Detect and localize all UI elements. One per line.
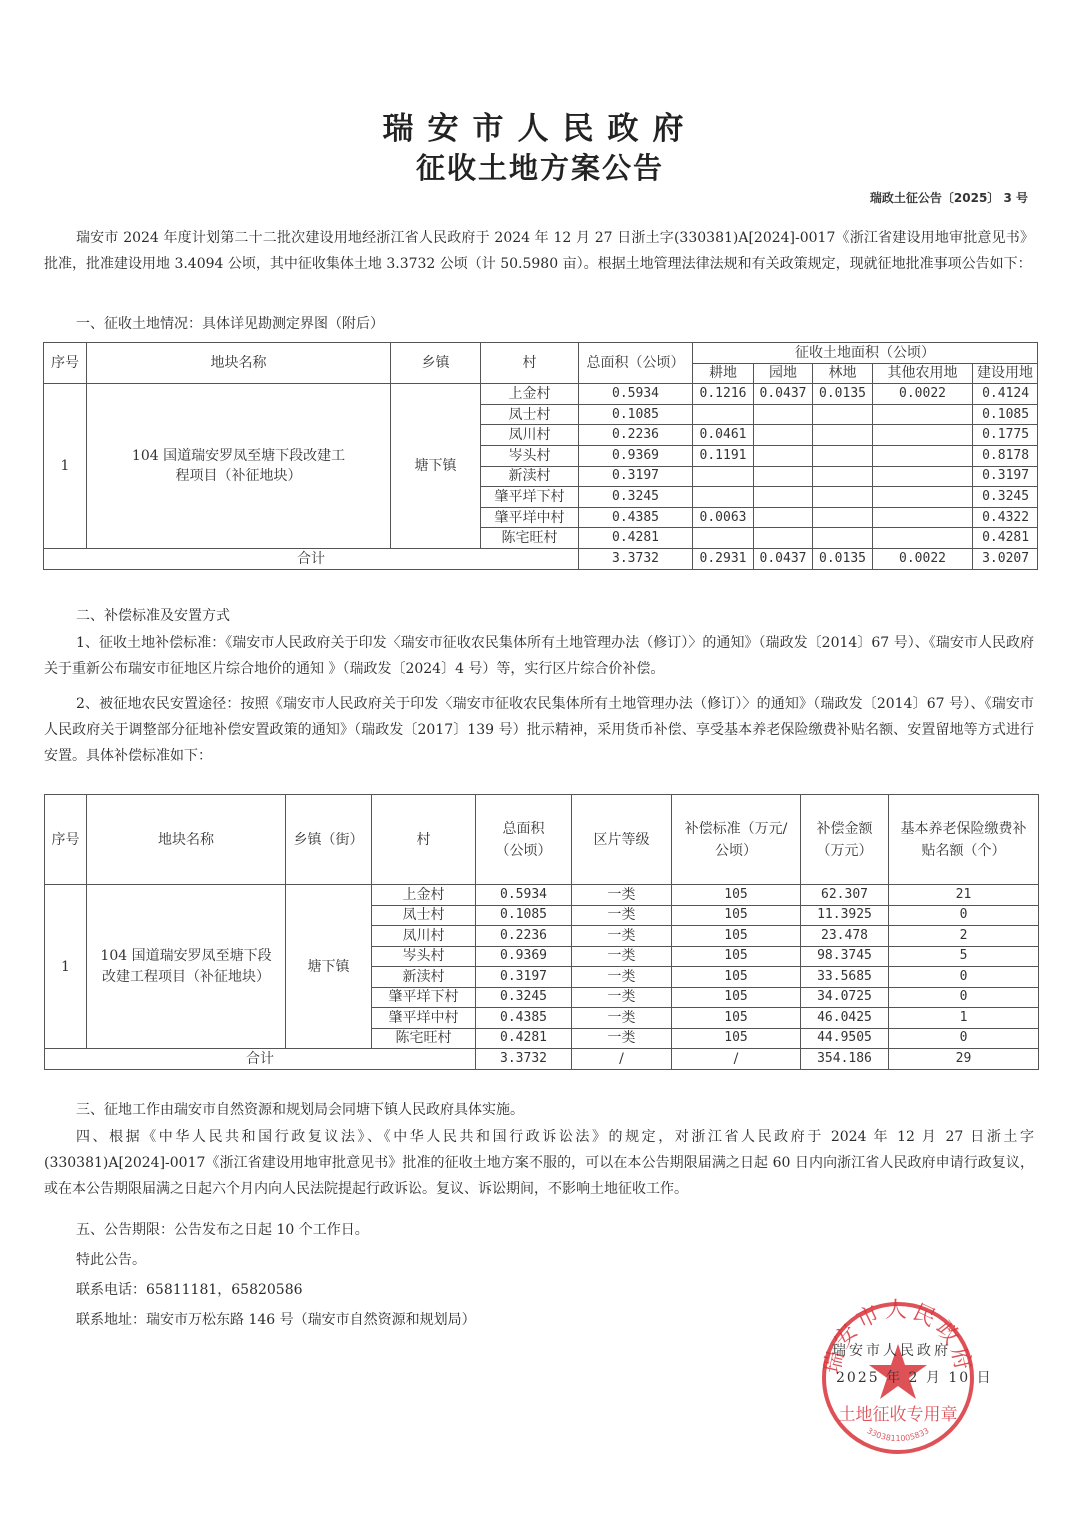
cell-quota: 0 <box>889 1028 1039 1049</box>
section2-item2: 2、被征地农民安置途径：按照《瑞安市人民政府关于印发〈瑞安市征收农民集体所有土地管理办法（修订）〉的通知》（瑞政发〔2014〕67 号）、《瑞安市人民政府关于调整部分征地补偿安置政策的通知》（瑞政发〔2017〕139 号）批示精神，采用货币补偿、享受基本养老保险缴费补贴名额、安置留地等方式进行安置。具体补偿标准如下： <box>44 696 1034 764</box>
header-town: 乡镇（街） <box>286 795 372 885</box>
header-village: 村 <box>372 795 476 885</box>
cell-forest <box>813 487 873 508</box>
header-parcel: 地块名称 <box>87 795 286 885</box>
header-pension-quota: 基本养老保险缴费补贴名额（个） <box>889 795 1039 885</box>
cell-other-agri: 0.0022 <box>873 384 973 405</box>
header-farmland: 耕地 <box>693 363 754 384</box>
cell-standard: 105 <box>672 946 801 967</box>
section4: 四、根据《中华人民共和国行政复议法》、《中华人民共和国行政诉讼法》的规定，对浙江省人民政府于 2024 年 12 月 27 日浙土字(330381)A[2024]-0017《浙江省建设用地审批意见书》批准的征收土地方案不服的，可以在本公告期限届满之日起 60 日内向浙江省人民政府申请行政复议，或在本公告期限届满之日起六个月内向人民法院提起行政诉讼。复议、诉讼期间，不影响土地征收工作。 <box>44 1129 1034 1197</box>
cell-standard: 105 <box>672 967 801 988</box>
header-zone-grade: 区片等级 <box>572 795 672 885</box>
contact-phone: 联系电话：65811181，65820586 <box>76 1282 303 1298</box>
seal-bottom-text: 土地征收专用章 <box>838 1405 958 1425</box>
cell-village: 岑头村 <box>372 946 476 967</box>
cell-construction: 0.8178 <box>973 445 1038 466</box>
cell-construction: 0.4124 <box>973 384 1038 405</box>
cell-amount: 98.3745 <box>801 946 889 967</box>
header-parcel: 地块名称 <box>87 343 391 384</box>
cell-parcel: 104 国道瑞安罗凤至塘下段改建工程项目（补征地块） <box>87 885 286 1049</box>
header-seq: 序号 <box>44 343 87 384</box>
cell-farmland: 0.0461 <box>693 425 754 446</box>
cell-total: 0.2236 <box>476 926 572 947</box>
header-total-area: 总面积（公顷） <box>579 343 693 384</box>
cell-forest: 0.0135 <box>813 548 873 569</box>
cell-construction: 3.0207 <box>973 548 1038 569</box>
cell-amount: 354.186 <box>801 1049 889 1070</box>
cell-forest <box>813 507 873 528</box>
cell-quota: 29 <box>889 1049 1039 1070</box>
cell-standard: 105 <box>672 987 801 1008</box>
cell-total: 0.1085 <box>476 905 572 926</box>
document-title: 瑞安市人民政府 <box>382 111 698 147</box>
header-forest: 林地 <box>813 363 873 384</box>
cell-standard: 105 <box>672 1028 801 1049</box>
cell-amount: 23.478 <box>801 926 889 947</box>
cell-garden <box>754 487 813 508</box>
cell-village: 凤川村 <box>372 926 476 947</box>
cell-quota: 2 <box>889 926 1039 947</box>
cell-village: 肇平垟中村 <box>481 507 579 528</box>
cell-total: 0.4281 <box>476 1028 572 1049</box>
cell-grade: 一类 <box>572 926 672 947</box>
cell-farmland: 0.1216 <box>693 384 754 405</box>
cell-other-agri <box>873 445 973 466</box>
cell-village: 陈宅旺村 <box>481 528 579 549</box>
header-village: 村 <box>481 343 579 384</box>
cell-standard: 105 <box>672 926 801 947</box>
cell-other-agri <box>873 487 973 508</box>
cell-total: 0.3197 <box>476 967 572 988</box>
cell-total: 0.3245 <box>579 487 693 508</box>
cell-town: 塘下镇 <box>286 885 372 1049</box>
cell-grade: 一类 <box>572 946 672 967</box>
cell-farmland <box>693 466 754 487</box>
cell-amount: 46.0425 <box>801 1008 889 1029</box>
cell-seq: 1 <box>44 384 87 549</box>
signature-date: 2025 年 2 月 10 日 <box>836 1370 993 1386</box>
contact-address: 联系地址：瑞安市万松东路 146 号（瑞安市自然资源和规划局） <box>76 1312 476 1328</box>
cell-other-agri <box>873 425 973 446</box>
cell-seq: 1 <box>45 885 87 1049</box>
cell-farmland <box>693 487 754 508</box>
cell-garden: 0.0437 <box>754 384 813 405</box>
intro-paragraph: 瑞安市 2024 年度计划第二十二批次建设用地经浙江省人民政府于 2024 年 12 月 27 日浙土字(330381)A[2024]-0017《浙江省建设用地审批意见书》批准，批准建设用地 3.4094 公顷，其中征收集体土地 3.3732 公顷（计 50.5980 亩）。根据土地管理法律法规和有关政策规定，现就征地批准事项公告如下： <box>44 230 1034 272</box>
cell-quota: 1 <box>889 1008 1039 1029</box>
total-row <box>45 1049 1039 1070</box>
cell-farmland: 0.0063 <box>693 507 754 528</box>
cell-forest: 0.0135 <box>813 384 873 405</box>
section2-item1: 1、征收土地补偿标准：《瑞安市人民政府关于印发〈瑞安市征收农民集体所有土地管理办法（修订）〉的通知》（瑞政发〔2014〕67 号）、《瑞安市人民政府关于重新公布瑞安市征地区片综合地价的通知 》（瑞政发〔2024〕4 号）等，实行区片综合价补偿。 <box>44 635 1034 677</box>
document-subtitle: 征收土地方案公告 <box>415 151 664 185</box>
cell-village: 肇平垟下村 <box>372 987 476 1008</box>
cell-village: 新渎村 <box>372 967 476 988</box>
cell-forest <box>813 425 873 446</box>
cell-forest <box>813 466 873 487</box>
header-town: 乡镇 <box>391 343 481 384</box>
cell-town: 塘下镇 <box>391 384 481 549</box>
cell-standard: / <box>672 1049 801 1070</box>
closing: 特此公告。 <box>76 1252 146 1268</box>
cell-total: 0.2236 <box>579 425 693 446</box>
header-group: 征收土地面积（公顷） <box>693 343 1038 364</box>
cell-village: 上金村 <box>481 384 579 405</box>
cell-farmland: 0.1191 <box>693 445 754 466</box>
cell-amount: 62.307 <box>801 885 889 906</box>
cell-other-agri <box>873 466 973 487</box>
cell-village: 岑头村 <box>481 445 579 466</box>
cell-farmland: 0.2931 <box>693 548 754 569</box>
cell-amount: 33.5685 <box>801 967 889 988</box>
cell-total: 0.1085 <box>579 404 693 425</box>
cell-village: 陈宅旺村 <box>372 1028 476 1049</box>
cell-village: 凤士村 <box>481 404 579 425</box>
header-seq: 序号 <box>45 795 87 885</box>
cell-farmland <box>693 404 754 425</box>
cell-total: 0.5934 <box>476 885 572 906</box>
cell-village: 新渎村 <box>481 466 579 487</box>
cell-amount: 11.3925 <box>801 905 889 926</box>
cell-standard: 105 <box>672 1008 801 1029</box>
cell-total: 0.5934 <box>579 384 693 405</box>
cell-garden: 0.0437 <box>754 548 813 569</box>
table-row <box>45 885 1039 906</box>
cell-total: 0.3197 <box>579 466 693 487</box>
total-row <box>44 548 1038 569</box>
cell-total: 0.4385 <box>579 507 693 528</box>
table-row <box>44 384 1038 405</box>
seal-code: 3303811005833 <box>865 1426 931 1444</box>
land-area-table <box>43 342 1038 570</box>
cell-other-agri <box>873 404 973 425</box>
cell-total-label: 合计 <box>44 548 579 569</box>
cell-garden <box>754 507 813 528</box>
seal-top-text: 瑞安市人民政府 <box>820 1298 976 1377</box>
cell-forest <box>813 528 873 549</box>
cell-forest <box>813 404 873 425</box>
cell-parcel: 104 国道瑞安罗凤至塘下段改建工程项目（补征地块） <box>87 384 391 549</box>
cell-village: 凤川村 <box>481 425 579 446</box>
cell-total: 0.9369 <box>476 946 572 967</box>
cell-construction: 0.3245 <box>973 487 1038 508</box>
cell-grade: 一类 <box>572 987 672 1008</box>
cell-garden <box>754 404 813 425</box>
cell-garden <box>754 425 813 446</box>
cell-grade: 一类 <box>572 885 672 906</box>
compensation-table <box>44 794 1039 1070</box>
cell-forest <box>813 445 873 466</box>
cell-grade: 一类 <box>572 905 672 926</box>
cell-garden <box>754 445 813 466</box>
cell-standard: 105 <box>672 905 801 926</box>
cell-total: 0.4385 <box>476 1008 572 1029</box>
document-number: 瑞政土征公告〔2025〕 3 号 <box>869 191 1028 205</box>
cell-construction: 0.1085 <box>973 404 1038 425</box>
cell-village: 肇平垟中村 <box>372 1008 476 1029</box>
cell-grade: / <box>572 1049 672 1070</box>
cell-total: 3.3732 <box>476 1049 572 1070</box>
cell-construction: 0.3197 <box>973 466 1038 487</box>
cell-construction: 0.4281 <box>973 528 1038 549</box>
section1-heading: 一、征收土地情况：具体详见勘测定界图（附后） <box>76 316 384 332</box>
cell-quota: 21 <box>889 885 1039 906</box>
cell-grade: 一类 <box>572 1008 672 1029</box>
header-construction: 建设用地 <box>973 363 1038 384</box>
cell-other-agri: 0.0022 <box>873 548 973 569</box>
cell-standard: 105 <box>672 885 801 906</box>
cell-amount: 44.9505 <box>801 1028 889 1049</box>
cell-other-agri <box>873 507 973 528</box>
cell-construction: 0.1775 <box>973 425 1038 446</box>
cell-village: 上金村 <box>372 885 476 906</box>
section3: 三、征地工作由瑞安市自然资源和规划局会同塘下镇人民政府具体实施。 <box>76 1102 524 1118</box>
cell-total-label: 合计 <box>45 1049 476 1070</box>
cell-garden <box>754 528 813 549</box>
cell-village: 凤士村 <box>372 905 476 926</box>
signature-issuer: 瑞安市人民政府 <box>832 1343 951 1359</box>
cell-total: 3.3732 <box>579 548 693 569</box>
header-other-agri: 其他农用地 <box>873 363 973 384</box>
cell-garden <box>754 466 813 487</box>
header-standard: 补偿标准（万元/公顷） <box>672 795 801 885</box>
cell-quota: 5 <box>889 946 1039 967</box>
cell-village: 肇平垟下村 <box>481 487 579 508</box>
cell-grade: 一类 <box>572 967 672 988</box>
cell-construction: 0.4322 <box>973 507 1038 528</box>
cell-other-agri <box>873 528 973 549</box>
header-amount: 补偿金额（万元） <box>801 795 889 885</box>
section2-heading: 二、补偿标准及安置方式 <box>76 608 230 624</box>
cell-quota: 0 <box>889 987 1039 1008</box>
header-total-area: 总面积（公顷） <box>476 795 572 885</box>
section5: 五、公告期限：公告发布之日起 10 个工作日。 <box>76 1222 369 1238</box>
cell-grade: 一类 <box>572 1028 672 1049</box>
cell-total: 0.9369 <box>579 445 693 466</box>
cell-total: 0.3245 <box>476 987 572 1008</box>
cell-quota: 0 <box>889 905 1039 926</box>
cell-total: 0.4281 <box>579 528 693 549</box>
header-garden: 园地 <box>754 363 813 384</box>
cell-farmland <box>693 528 754 549</box>
cell-amount: 34.0725 <box>801 987 889 1008</box>
cell-quota: 0 <box>889 967 1039 988</box>
